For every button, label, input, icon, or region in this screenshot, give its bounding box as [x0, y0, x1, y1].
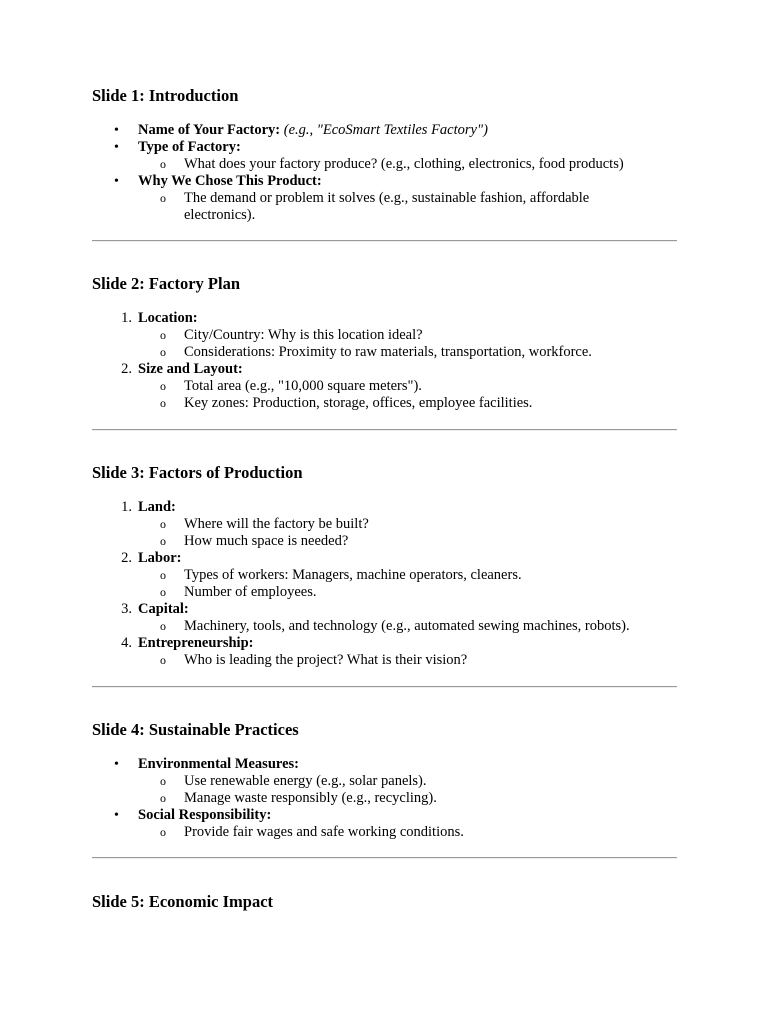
item-label: Capital: — [138, 601, 189, 617]
sub-item-text: Considerations: Proximity to raw materials, transportation, workforce. — [184, 344, 592, 360]
sub-item-text: City/Country: Why is this location ideal? — [184, 327, 423, 343]
item-label: Entrepreneurship: — [138, 635, 254, 651]
sub-bullet-marker: o — [160, 791, 166, 805]
sub-bullet-marker: o — [160, 191, 166, 205]
sub-item-text: Provide fair wages and safe working conditions. — [184, 824, 464, 840]
slide-3-list — [92, 499, 677, 669]
list-item — [92, 635, 677, 669]
sub-bullet-marker: o — [160, 328, 166, 342]
sub-item-text: Key zones: Production, storage, offices, employee facilities. — [184, 395, 533, 411]
sub-list — [138, 327, 677, 361]
sub-bullet-marker: o — [160, 653, 166, 667]
sub-item-text: The demand or problem it solves (e.g., sustainable fashion, affordable electronics). — [184, 190, 590, 223]
sub-list-item — [138, 824, 677, 841]
sub-item-text: How much space is needed? — [184, 533, 349, 549]
sub-list — [138, 156, 677, 173]
sub-bullet-marker: o — [160, 396, 166, 410]
sub-bullet-marker: o — [160, 534, 166, 548]
bullet-marker: • — [114, 174, 119, 189]
sub-bullet-marker: o — [160, 619, 166, 633]
sub-list-item — [138, 327, 677, 344]
slide-5-title: Slide 5: Economic Impact — [92, 892, 274, 911]
list-item — [92, 807, 677, 841]
sub-list-item — [138, 156, 677, 173]
sub-bullet-marker: o — [160, 825, 166, 839]
sub-bullet-marker: o — [160, 157, 166, 171]
item-label: Why We Chose This Product: — [138, 173, 322, 189]
number-marker: 2. — [121, 550, 132, 566]
sub-list-item — [138, 516, 677, 533]
slide-2-list — [92, 310, 677, 412]
slide-1-list — [92, 122, 677, 224]
sub-item-text: Use renewable energy (e.g., solar panels). — [184, 773, 427, 789]
sub-list-item — [138, 533, 677, 550]
list-item — [92, 550, 677, 601]
slide-4-list — [92, 756, 677, 841]
sub-list-item — [138, 378, 677, 395]
sub-list-item — [138, 190, 677, 224]
slide-4-title: Slide 4: Sustainable Practices — [92, 720, 299, 739]
sub-list-item — [138, 395, 677, 412]
list-item — [92, 361, 677, 412]
number-marker: 3. — [121, 601, 132, 617]
sub-item-text: Total area (e.g., "10,000 square meters"). — [184, 378, 422, 394]
item-label: Social Responsibility: — [138, 807, 272, 823]
sub-bullet-marker: o — [160, 774, 166, 788]
slide-2-title: Slide 2: Factory Plan — [92, 274, 241, 293]
bullet-marker: • — [114, 808, 119, 823]
item-label: Location: — [138, 310, 198, 326]
item-label: Type of Factory: — [138, 139, 241, 155]
list-item — [92, 173, 677, 224]
bullet-marker: • — [114, 123, 119, 138]
sub-bullet-marker: o — [160, 345, 166, 359]
horizontal-rule — [92, 429, 677, 431]
sub-bullet-marker: o — [160, 517, 166, 531]
sub-item-text: What does your factory produce? (e.g., clothing, electronics, food products) — [184, 156, 624, 172]
item-label: Labor: — [138, 550, 182, 566]
sub-item-text: Who is leading the project? What is their vision? — [184, 652, 468, 668]
sub-list — [138, 618, 677, 635]
bullet-marker: • — [114, 757, 119, 772]
sub-bullet-marker: o — [160, 568, 166, 582]
sub-list — [138, 824, 677, 841]
bullet-marker: • — [114, 140, 119, 155]
slide-3-title: Slide 3: Factors of Production — [92, 463, 303, 482]
sub-list — [138, 567, 677, 601]
item-hint: (e.g., "EcoSmart Textiles Factory") — [283, 122, 488, 138]
item-label: Land: — [138, 499, 176, 515]
sub-item-text: Number of employees. — [184, 584, 317, 600]
number-marker: 2. — [121, 361, 132, 377]
item-label: Size and Layout: — [138, 361, 243, 377]
item-label: Environmental Measures: — [138, 756, 299, 772]
number-marker: 1. — [121, 499, 132, 515]
number-marker: 1. — [121, 310, 132, 326]
item-label: Name of Your Factory: — [138, 122, 281, 138]
list-item — [92, 601, 677, 635]
sub-item-text: Machinery, tools, and technology (e.g., automated sewing machines, robots). — [184, 618, 630, 634]
sub-item-text: Manage waste responsibly (e.g., recycling). — [184, 790, 437, 806]
sub-item-text: Types of workers: Managers, machine operators, cleaners. — [184, 567, 522, 583]
horizontal-rule — [92, 240, 677, 242]
sub-list — [138, 190, 677, 224]
list-item — [92, 756, 677, 807]
list-item — [92, 499, 677, 550]
list-item — [92, 122, 677, 139]
horizontal-rule — [92, 686, 677, 688]
number-marker: 4. — [121, 635, 132, 651]
horizontal-rule — [92, 857, 677, 859]
sub-list — [138, 652, 677, 669]
list-item — [92, 139, 677, 173]
sub-list — [138, 773, 677, 807]
sub-list-item — [138, 790, 677, 807]
sub-item-text: Where will the factory be built? — [184, 516, 369, 532]
sub-list — [138, 516, 677, 550]
sub-list-item — [138, 344, 677, 361]
sub-list-item — [138, 652, 677, 669]
sub-bullet-marker: o — [160, 585, 166, 599]
slide-1-title: Slide 1: Introduction — [92, 86, 239, 105]
sub-bullet-marker: o — [160, 379, 166, 393]
sub-list-item — [138, 618, 677, 635]
list-item — [92, 310, 677, 361]
sub-list — [138, 378, 677, 412]
sub-list-item — [138, 773, 677, 790]
sub-list-item — [138, 567, 677, 584]
sub-list-item — [138, 584, 677, 601]
